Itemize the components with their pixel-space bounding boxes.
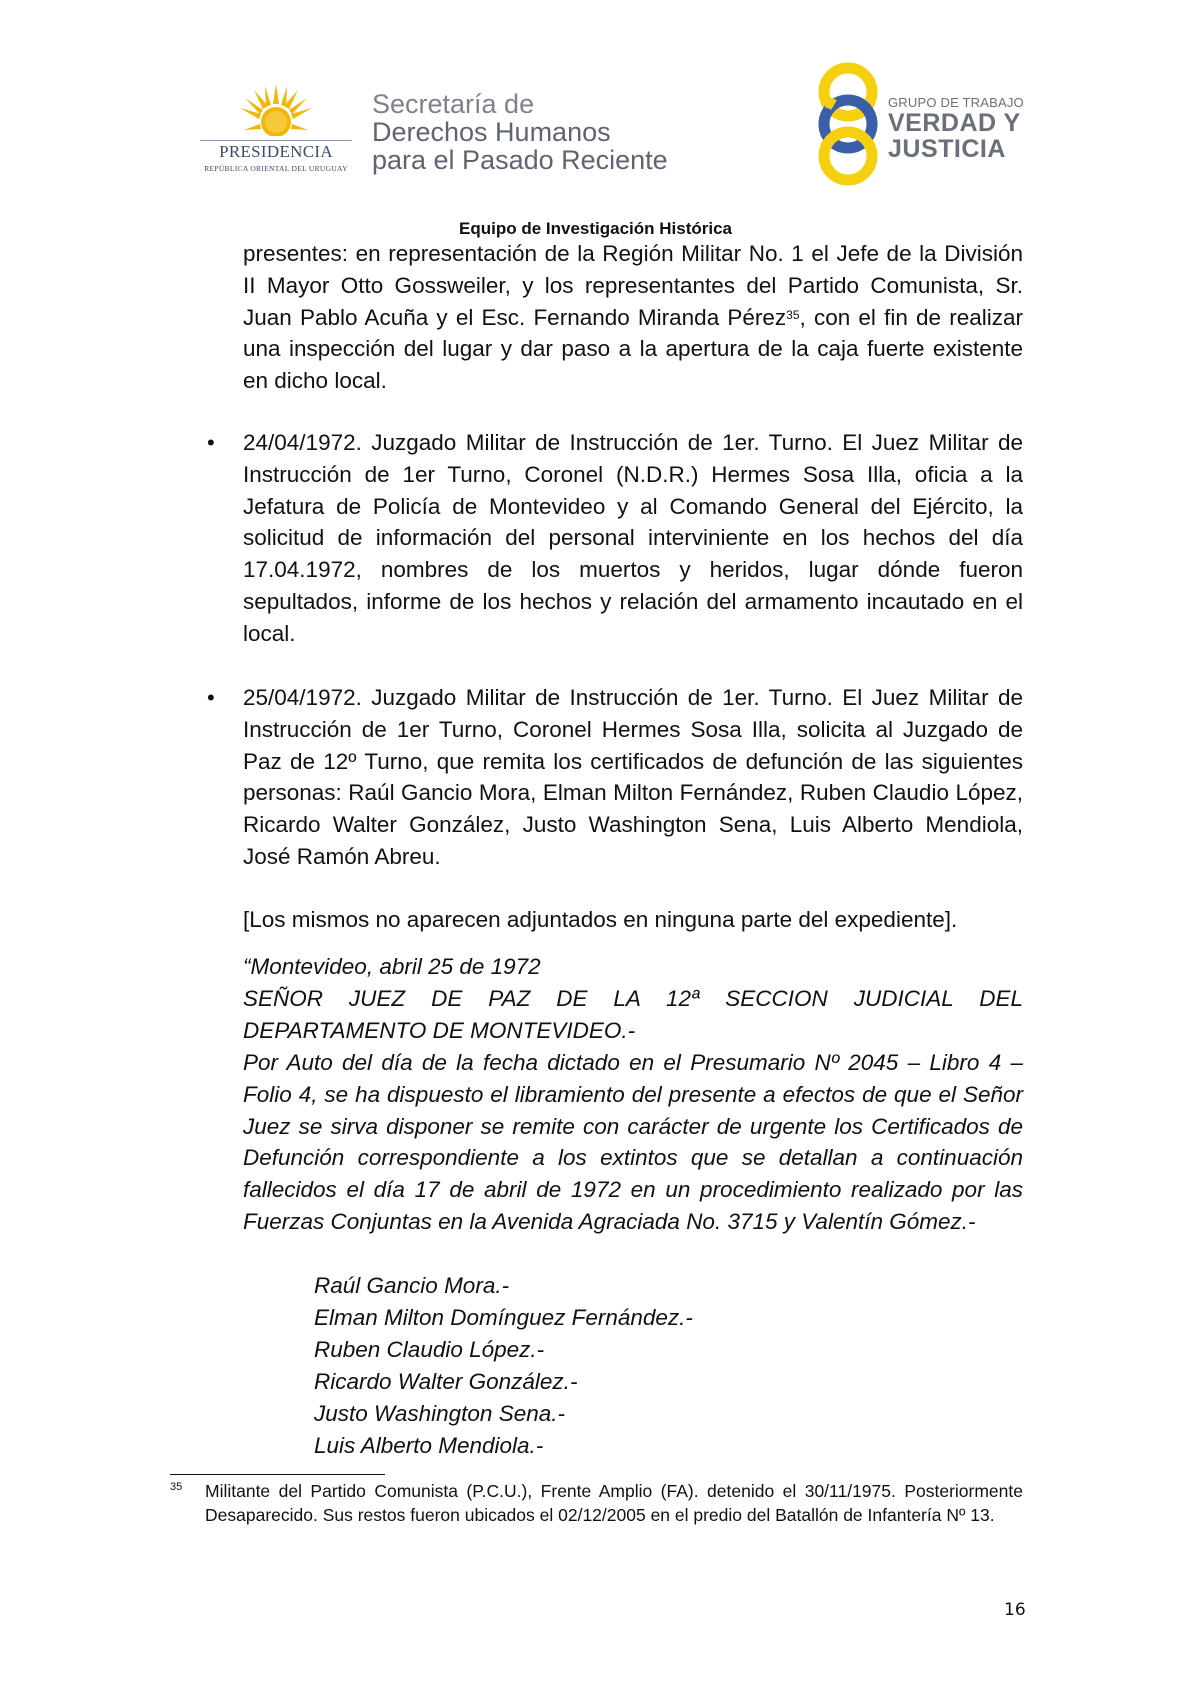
- list-item: 24/04/1972. Juzgado Militar de Instrucción de 1er. Turno. El Juez Militar de Instrucción de 1er Turno, Coronel (N.D.R.) Hermes Sosa Illa, oficia a la Jefatura de Policía de Montevideo y al Comando General del Ejército, la solicitud de información del personal interviniente en los hechos del día 17.04.1972, nombres de los muertos y heridos, lugar dónde fueron sepultados, informe de los hechos y relación del armamento incautado en el local.: [243, 430, 1023, 646]
- grupo-line-2: VERDAD Y: [888, 109, 1021, 137]
- quote-addressee: SEÑOR JUEZ DE PAZ DE LA 12ª SECCION JUDICIAL DEL DEPARTAMENTO DE MONTEVIDEO.-: [243, 986, 1023, 1043]
- quote-body: Por Auto del día de la fecha dictado en el Presumario Nº 2045 – Libro 4 – Folio 4, se ha dispuesto el libramiento del presente a efectos de que el Señor Juez se sirva disponer se remite con carácter de urgente los Certificados de Defunción correspondiente a los extintos que se detallan a continuación fallecidos el día 17 de abril de 1972 en un procedimiento realizado por las Fuerzas Conjuntas en la Avenida Agraciada No. 3715 y Valentín Gómez.-: [243, 1050, 1023, 1234]
- intro-paragraph: [243, 238, 1023, 397]
- footnote-number: 35: [170, 1481, 183, 1493]
- deceased-name: Ruben Claudio López.-: [314, 1337, 545, 1362]
- intro-text-start: presentes: en representación de la Región Militar No. 1 el Jefe de la División II Mayor Otto Gossweiler, y los representantes del Partido Comunista, Sr. Juan Pablo Acuña y el Esc. Fernando Miranda Pérez: [243, 241, 1023, 330]
- quote-date: “Montevideo, abril 25 de 1972: [243, 954, 541, 979]
- presidencia-subtitle: REPÚBLICA ORIENTAL DEL URUGUAY: [204, 164, 348, 173]
- page-number: 16: [1004, 1600, 1026, 1620]
- footnote-separator: [170, 1474, 385, 1475]
- deceased-name: Justo Washington Sena.-: [314, 1401, 565, 1426]
- deceased-name: Raúl Gancio Mora.-: [314, 1273, 510, 1298]
- presidencia-logo: [196, 82, 356, 182]
- footnote-text: Militante del Partido Comunista (P.C.U.), Frente Amplio (FA). detenido el 30/11/1975. Posteriormente Desaparecido. Sus restos fueron ubicados el 02/12/2005 en el predio del Batallón de Infantería Nº 13.: [205, 1481, 1023, 1525]
- secretaria-line-3: para el Pasado Reciente: [372, 145, 668, 175]
- grupo-trabajo-text: [888, 95, 1024, 162]
- grupo-line-1: GRUPO DE TRABAJO: [888, 95, 1024, 110]
- bullet-marker: •: [207, 685, 215, 710]
- secretaria-line-1: Secretaría de: [372, 89, 535, 119]
- page-header: [0, 0, 1191, 238]
- presidencia-title: PRESIDENCIA: [219, 142, 333, 161]
- list-item: 25/04/1972. Juzgado Militar de Instrucción de 1er. Turno. El Juez Militar de Instrucción de 1er Turno, Coronel Hermes Sosa Illa, solicita al Juzgado de Paz de 12º Turno, que remita los certificados de defunción de las siguientes personas: Raúl Gancio Mora, Elman Milton Fernández, Ruben Claudio López, Ricardo Walter González, Justo Washington Sena, Luis Alberto Mendiola, José Ramón Abreu.: [243, 685, 1023, 869]
- team-heading: Equipo de Investigación Histórica: [459, 219, 732, 238]
- secretaria-line-2: Derechos Humanos: [372, 117, 611, 147]
- presidencia-divider: [200, 140, 352, 141]
- grupo-line-3: JUSTICIA: [888, 135, 1006, 163]
- bullet-marker: •: [207, 430, 215, 455]
- sun-emblem-icon: [238, 82, 314, 140]
- deceased-name: Elman Milton Domínguez Fernández.-: [314, 1305, 693, 1330]
- editorial-note: [Los mismos no aparecen adjuntados en ninguna parte del expediente].: [243, 907, 958, 932]
- intro-text-end: , con el fin de realizar una inspección del lugar y dar paso a la apertura de la caja fuerte existente en dicho local.: [243, 304, 1023, 394]
- deceased-name: Luis Alberto Mendiola.-: [314, 1433, 544, 1458]
- deceased-name: Ricardo Walter González.-: [314, 1369, 578, 1394]
- secretaria-logo-text: [372, 90, 668, 174]
- footnote-ref: 35: [786, 307, 800, 322]
